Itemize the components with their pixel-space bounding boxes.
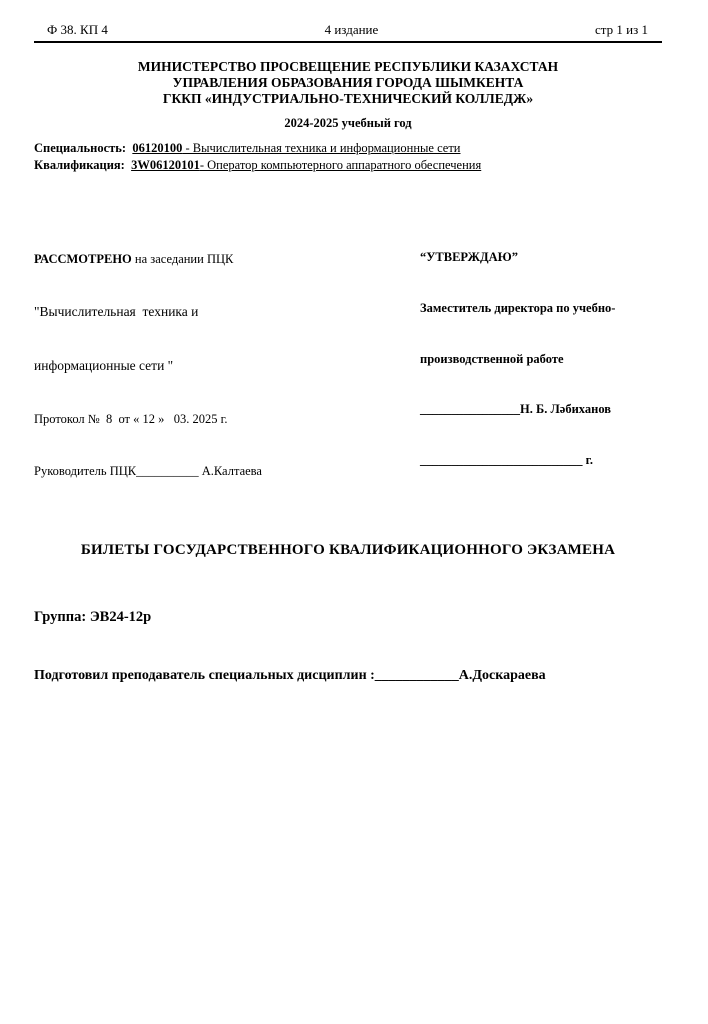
organization-block — [34, 59, 662, 107]
approved-block — [420, 216, 662, 516]
protocol-line: Протокол № 8 от « 12 » 03. 2025 г. — [34, 411, 228, 426]
college-line: ГККП «ИНДУСТРИАЛЬНО-ТЕХНИЧЕСКИЙ КОЛЛЕДЖ» — [162, 90, 534, 106]
approved-title: “УТВЕРЖДАЮ” — [420, 250, 518, 265]
qualification-line — [34, 157, 662, 174]
reviewed-label: РАССМОТРЕНО — [34, 251, 132, 266]
specialty-line — [34, 140, 662, 157]
document-title: БИЛЕТЫ ГОСУДАРСТВЕННОГО КВАЛИФИКАЦИОННОГО ЭКЗАМЕНА — [80, 541, 616, 558]
group-line: Группа: ЭВ24-12р — [34, 608, 152, 625]
approved-line2: Заместитель директора по учебно- — [420, 300, 616, 315]
academic-year: 2024-2025 учебный год — [284, 115, 412, 130]
qualification-code: 3W06120101 — [131, 157, 200, 172]
specialty-label: Специальность: — [34, 140, 127, 155]
approved-line3: производственной работе — [420, 351, 564, 366]
reviewed-block — [34, 216, 382, 516]
qualification-label: Квалификация: — [34, 157, 125, 172]
page-header — [34, 22, 662, 43]
date-blank-line: __________________________ г. — [420, 452, 594, 467]
page-number: стр 1 из 1 — [595, 22, 648, 37]
qualification-name: - Оператор компьютерного аппаратного обеспечения — [199, 157, 482, 172]
reviewed-line3: информационные сети " — [34, 357, 174, 373]
specialty-name: - Вычислительная техника и информационные сети — [182, 140, 461, 155]
head-signature-line: Руководитель ПЦК__________ А.Калтаева — [34, 464, 262, 479]
director-name: Н. Б. Ләбиханов — [520, 402, 612, 417]
reviewed-line2: "Вычислительная техника и — [34, 304, 199, 320]
reviewed-line1 — [34, 251, 382, 269]
signature-blank: ________________ — [420, 402, 520, 417]
director-signature-line — [420, 401, 662, 418]
prepared-by-line: Подготовил преподаватель специальных дисциплин :____________А.Доскараева — [34, 667, 546, 683]
department-line: УПРАВЛЕНИЯ ОБРАЗОВАНИЯ ГОРОДА ШЫМКЕНТА — [172, 74, 524, 90]
ministry-line: МИНИСТЕРСТВО ПРОСВЕЩЕНИЕ РЕСПУБЛИКИ КАЗАХСТАН — [137, 59, 559, 74]
reviewed-line1-rest: на заседании ПЦК — [131, 251, 234, 266]
specialty-code: 06120100 — [132, 140, 183, 155]
form-code: Ф 38. КП 4 — [47, 22, 108, 37]
approval-columns — [34, 216, 662, 516]
edition-label: 4 издание — [324, 22, 379, 37]
